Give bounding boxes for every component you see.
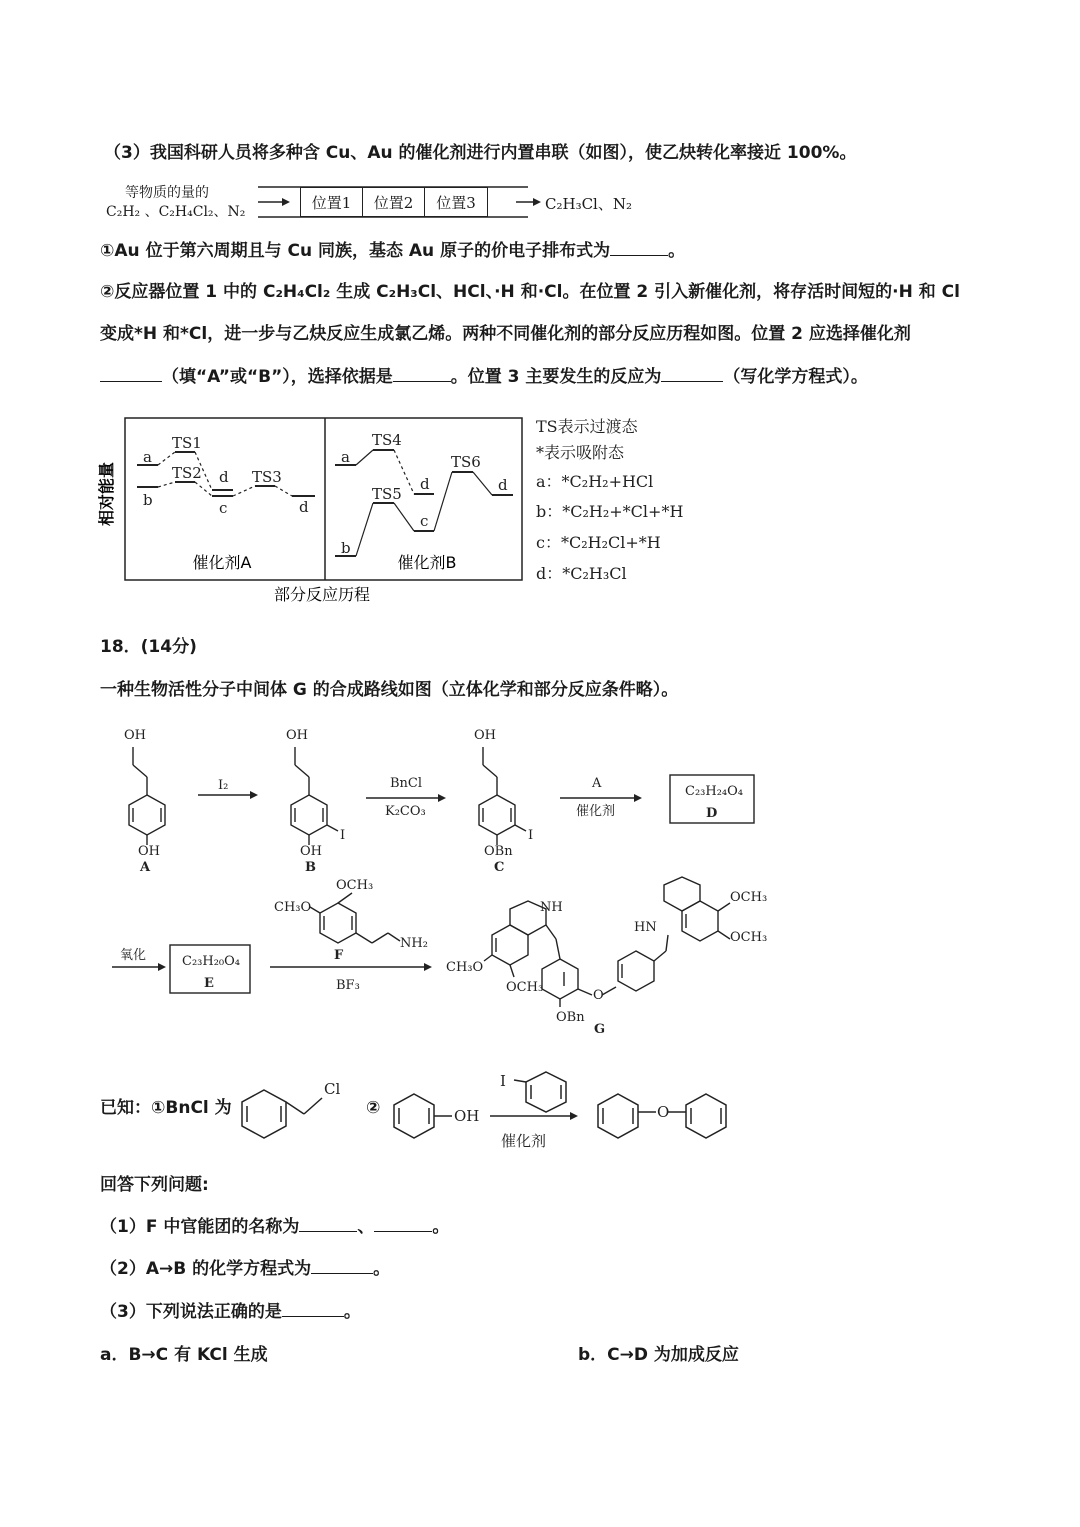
q3-sub2-text-b: 。位置 3 主要发生的反应为 (450, 367, 662, 387)
NH-label: NH (540, 900, 563, 915)
q3-sub1-end: 。 (668, 241, 686, 261)
formula-D: C₂₃H₂₄O₄ (685, 784, 743, 799)
label-B: B (305, 860, 316, 875)
state-label: c (420, 512, 429, 530)
energy-legend (536, 417, 683, 583)
q18-p2 (100, 1259, 390, 1279)
p1-sep: 、 (357, 1217, 375, 1237)
state-label: TS3 (252, 468, 282, 486)
reactor-position-3: 位置3 (424, 187, 488, 217)
q3-sub1 (100, 241, 685, 261)
option-b: b．C→D 为加成反应 (578, 1345, 739, 1365)
O-label: O (657, 1103, 670, 1121)
reactor-position-2: 位置2 (362, 187, 425, 217)
reagent-oxidation: 氧化 (120, 948, 147, 963)
CH3O-label: CH₃O (274, 900, 312, 915)
p1-end: 。 (432, 1217, 450, 1237)
HN-label: HN (634, 920, 657, 935)
reagent-catalyst: 催化剂 (576, 804, 616, 819)
q3-sub2-line1: ②反应器位置 1 中的 C₂H₄Cl₂ 生成 C₂H₃Cl、HCl、·H 和·Cl。在位置 2 引入新催化剂，将存活时间短的·H 和 Cl (100, 282, 960, 302)
CH3O-label: CH₃O (446, 960, 484, 975)
p3-end: 。 (343, 1302, 361, 1322)
molecule-F (310, 893, 400, 943)
OH-label: OH (124, 728, 146, 743)
panel-b-label: 催化剂B (397, 553, 457, 572)
state-label: d (420, 475, 430, 493)
state-label: TS4 (372, 431, 402, 449)
OH-label: OH (474, 728, 496, 743)
known-structures (0, 1060, 1080, 1160)
OCH3-label: OCH₃ (336, 878, 374, 893)
OH-label: OH (138, 844, 160, 859)
OBn-label: OBn (556, 1010, 585, 1025)
q3-sub2-text-a: （填“A”或“B”），选择依据是 (162, 367, 393, 387)
state-label: TS2 (172, 464, 202, 482)
state-label: b (341, 539, 351, 557)
O-label: O (593, 988, 604, 1003)
diagram-caption: 部分反应历程 (273, 585, 371, 604)
OH-label: OH (300, 844, 322, 859)
I-label: I (528, 828, 534, 843)
q18-intro: 一种生物活性分子中间体 G 的合成路线如图（立体化学和部分反应条件略）。 (100, 680, 679, 700)
label-E: E (204, 976, 214, 991)
q18-p3 (100, 1302, 361, 1322)
svg-text:a：*C₂H₂+HCl: a：*C₂H₂+HCl (536, 472, 654, 491)
p2-text: （2）A→B 的化学方程式为 (100, 1259, 312, 1279)
answer-blank[interactable] (100, 367, 162, 382)
state-label: c (219, 499, 228, 517)
p3-text: （3）下列说法正确的是 (100, 1302, 282, 1322)
energy-profile-diagram (0, 410, 1080, 615)
Cl-label: Cl (324, 1080, 341, 1098)
known-label: 已知：①BnCl 为 (100, 1098, 232, 1118)
synthesis-scheme (0, 715, 1080, 1045)
reactor-position-1: 位置1 (300, 187, 363, 217)
molecule-B (291, 747, 338, 845)
y-axis-label: 相对能量 (97, 461, 116, 527)
known-2: ② (366, 1098, 381, 1118)
flow-input-top: 等物质的量的 (125, 185, 209, 201)
molecule-C (479, 747, 526, 845)
svg-text:TS表示过渡态: TS表示过渡态 (536, 417, 638, 436)
state-label: b (143, 491, 153, 509)
option-a: a．B→C 有 KCl 生成 (100, 1345, 268, 1365)
state-label: d (498, 476, 508, 494)
p2-end: 。 (373, 1259, 391, 1279)
label-A: A (140, 860, 151, 875)
answer-header: 回答下列问题: (100, 1175, 209, 1195)
answer-blank[interactable] (610, 241, 668, 256)
label-F: F (334, 948, 344, 963)
reagent-I2: I₂ (218, 778, 229, 793)
OH-label: OH (286, 728, 308, 743)
flow-input-bottom: C₂H₂ 、C₂H₄Cl₂、N₂ (106, 204, 246, 220)
reagent-BnCl: BnCl (390, 776, 423, 791)
q3-intro: （3）我国科研人员将多种含 Cu、Au 的催化剂进行内置串联（如图），使乙炔转化率接近 100%。 (104, 143, 857, 163)
state-label: d (219, 468, 229, 486)
OH-label: OH (454, 1107, 480, 1125)
answer-blank[interactable] (311, 1259, 373, 1274)
svg-text:c：*C₂H₂Cl+*H: c：*C₂H₂Cl+*H (536, 533, 661, 552)
state-label: TS5 (372, 485, 402, 503)
reagent-BF3: BF₃ (336, 978, 360, 993)
q18-header: 18．(14分) (100, 637, 197, 657)
flow-diagram-lines (0, 0, 1080, 230)
svg-text:*表示吸附态: *表示吸附态 (536, 443, 625, 462)
label-D: D (706, 806, 718, 821)
NH2-label: NH₂ (400, 936, 428, 951)
OBn-label: OBn (484, 844, 513, 859)
q18-p1 (100, 1217, 449, 1237)
answer-blank[interactable] (299, 1217, 357, 1232)
I-label: I (500, 1072, 506, 1090)
svg-text:d：*C₂H₃Cl: d：*C₂H₃Cl (536, 564, 627, 583)
OCH3-label: OCH₃ (730, 890, 768, 905)
answer-blank[interactable] (282, 1302, 344, 1317)
OCH3-label: OCH₃ (730, 930, 768, 945)
OCH3-label: OCH₃ (506, 980, 544, 995)
state-label: a (143, 448, 152, 466)
svg-text:b：*C₂H₂+*Cl+*H: b：*C₂H₂+*Cl+*H (536, 502, 684, 521)
reagent-A: A (592, 776, 602, 791)
label-C: C (494, 860, 505, 875)
state-label: TS6 (451, 453, 481, 471)
answer-blank[interactable] (661, 367, 723, 382)
panel-a-label: 催化剂A (192, 553, 252, 572)
state-label: d (299, 498, 309, 516)
q3-sub2-text-c: （写化学方程式）。 (723, 367, 868, 387)
state-label: TS1 (172, 434, 202, 452)
state-label: a (341, 448, 350, 466)
known-catalyst: 催化剂 (501, 1132, 547, 1150)
reagent-K2CO3: K₂CO₃ (385, 804, 426, 819)
flow-output: C₂H₃Cl、N₂ (545, 195, 632, 213)
answer-blank[interactable] (393, 367, 451, 382)
q3-sub1-text: ①Au 位于第六周期且与 Cu 同族，基态 Au 原子的价电子排布式为 (100, 241, 611, 261)
q3-sub2-line2: 变成*H 和*Cl，进一步与乙炔反应生成氯乙烯。两种不同催化剂的部分反应历程如图。位置 2 应选择催化剂 (100, 324, 911, 344)
I-label: I (340, 828, 346, 843)
molecule-A (129, 747, 165, 845)
p1-text: （1）F 中官能团的名称为 (100, 1217, 300, 1237)
formula-E: C₂₃H₂₀O₄ (182, 954, 240, 969)
answer-blank[interactable] (374, 1217, 432, 1232)
label-G: G (594, 1022, 606, 1037)
q3-sub2-line3 (100, 367, 868, 387)
